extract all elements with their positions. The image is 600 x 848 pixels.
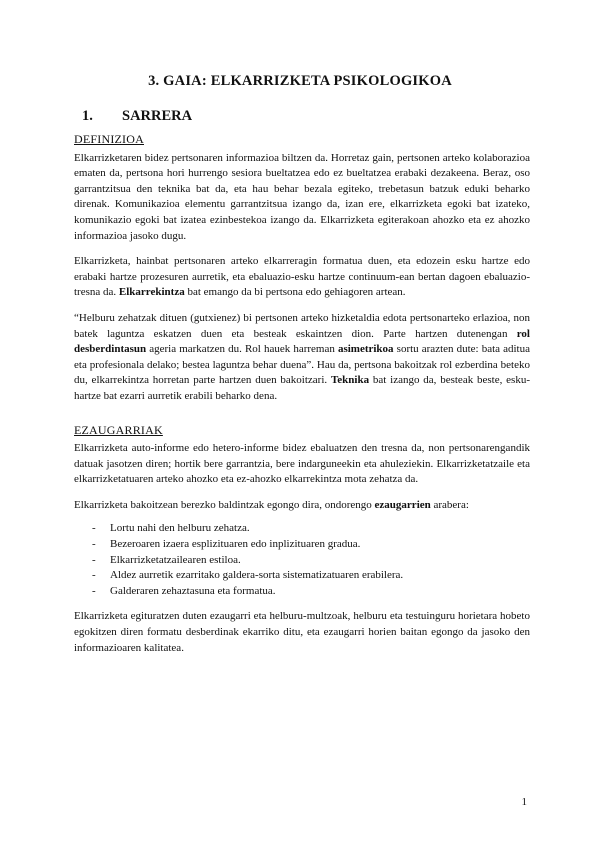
bold-term-teknika: Teknika [330,374,370,387]
bold-term-rol-desberdintasun: rol desberdintasun [74,327,530,356]
ezaugarriak-paragraph-1: Elkarrizketa auto-informe edo hetero-informe bidez ebaluatzen den tresna da, non pertsonarengandik datuak jasotzen diren; hortik bere garrantzia, bere indarguneekin eta ahuleziekin. Elkarrizketatzaile eta elkarrizketatuaren arteko ahozko eta ez-ahozko elkarrekintza mota zehatza da. [74,442,530,486]
section-label: SARRERA [122,108,193,124]
definizioa-paragraph-3 [74,311,530,405]
page-title: 3. GAIA: ELKARRIZKETA PSIKOLOGIKOA [148,73,452,89]
text-span: ageria markatzen du. Rol hauek harreman [146,343,338,356]
ezaugarriak-paragraph-2 [74,498,530,514]
bold-term-elkarrekintza: Elkarrekintza [118,286,185,299]
list-item: - Elkarrizketatzailearen estiloa. [92,553,530,569]
text-span: Elkarrizketa bakoitzean berezko baldintzak egongo dira, ondorengo [74,498,375,511]
text-span: Elkarrizketa, hainbat pertsonaren arteko elkarreragin formatua duen, eta edozein esku hartze edo erabaki hartze prozesuren aurretik, eta ebaluazio-esku hartze continuum-ean bertan dagoen ebaluazio-tresna da. [74,255,530,299]
list-item: - Lortu nahi den helburu zehatza. [92,521,530,537]
ezaugarriak-list [74,521,530,599]
text-span: sortu arazten dute: bata aditua eta profesionala delako; bestea laguntza behar duena”. Hau da, pertsona bakoitzak rol ezberdina beteko du, elkarrekintza horretan parte hartzen duen bakoitzari. [74,343,530,387]
subheading-ezaugarriak: EZAUGARRIAK [74,422,163,437]
list-item: - Aldez aurretik ezarritako galdera-sorta sistematizatuaren erabilera. [92,568,530,584]
page-number: 1 [521,796,527,808]
text-span: bat emango da bi pertsona edo gehiagoren artean. [184,286,406,299]
bold-term-asimetrikoa: asimetrikoa [337,343,394,356]
list-item: - Bezeroaren izaera esplizituaren edo inplizituaren gradua. [92,537,530,553]
subheading-definizioa: DEFINIZIOA [74,132,144,146]
text-span: “Helburu zehatzak dituen (gutxienez) bi pertsonen arteko hizketaldia edota pertsonarteko erlazioa, non batek laguntza eskatzen duen eta besteak eskaintzen dion. Parte hartzen dutenengan [74,311,530,340]
section-number: 1. [82,108,93,124]
text-span: bat izango da, besteak beste, esku-hartze bat ezarri aurretik erabili beharko dena. [74,374,530,402]
definizioa-paragraph-2 [74,254,530,301]
bold-term-ezaugarrien: ezaugarrien [374,498,431,511]
section-heading [74,108,192,125]
list-item: - Galderaren zehaztasuna eta formatua. [92,584,530,600]
text-span: arabera: [430,498,469,511]
document-body [74,132,530,666]
definizioa-paragraph-1: Elkarrizketaren bidez pertsonaren informazioa biltzen da. Horretaz gain, pertsonen arteko kolaborazioa ematen da, pertsona hori hurrengo sesiora bueltatzea edo ez bueltatzea erabaki dezakeena. Beraz, oso garrantzitsua den teknika bat da, eta hau behar bezala egiteko, trebetasun batzuk eduki beharko direnak. Komunikazioa elementu garrantzitsua izango da, izan ere, elkarrizketa egoki bat izateko, komunikazio egoki bat izatea ezinbestekoa izango da. Elkarrizketa egiterakoan ahozko eta ez ahozko informazioa jasoko dugu. [74,151,530,242]
ezaugarriak-paragraph-3: Elkarrizketa egituratzen duten ezaugarri eta helburu-multzoak, helburu eta testuinguru horietara hobeto egokitzen diren formatu desberdinak ekarriko ditu, eta ezaugarri horien baitan egongo da jasoko den informazioaren kalitatea. [74,610,530,654]
